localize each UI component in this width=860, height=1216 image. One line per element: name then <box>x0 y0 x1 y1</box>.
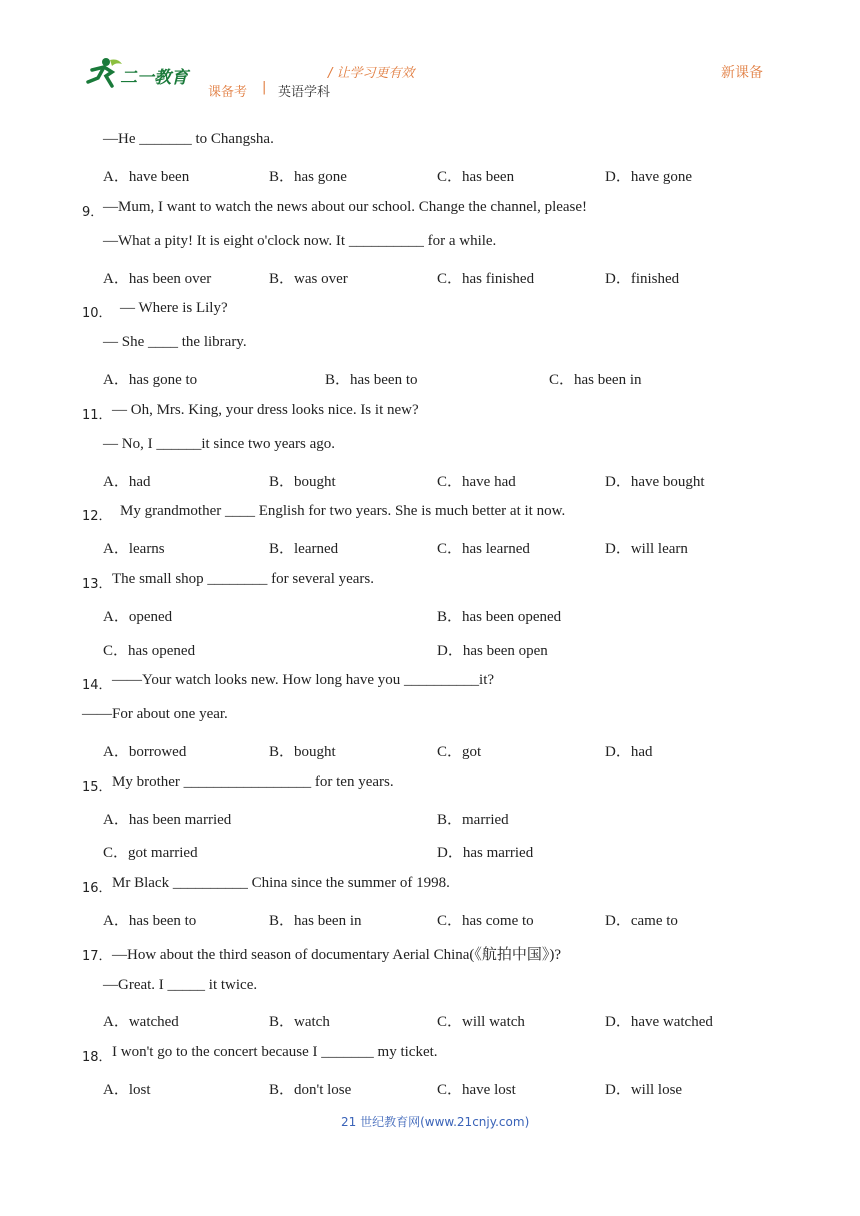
option-c[interactable]: C．have lost <box>437 1082 516 1098</box>
question-text: My brother _________________ for ten years. <box>112 774 394 790</box>
question-text: The small shop ________ for several years. <box>112 571 375 587</box>
option-c[interactable]: C．got <box>437 744 482 760</box>
option-c[interactable]: C．has opened <box>103 643 196 659</box>
question-number: 11． <box>82 408 112 423</box>
logo-runner-icon <box>84 56 124 90</box>
question-text: —How about the third season of documentary Aerial China(《航拍中国》)? <box>112 947 562 963</box>
option-b[interactable]: B．married <box>437 812 509 828</box>
option-a[interactable]: A．lost <box>103 1082 151 1098</box>
option-c[interactable]: C．has learned <box>437 541 530 557</box>
option-d[interactable]: D．will lose <box>605 1082 683 1098</box>
option-a[interactable]: A．has been over <box>103 271 212 287</box>
option-b[interactable]: B．don't lose <box>269 1082 352 1098</box>
option-d[interactable]: D．had <box>605 744 653 760</box>
question-number: 10． <box>82 306 112 321</box>
logo-text: 二一教育 <box>120 68 188 88</box>
question-text: — Oh, Mrs. King, your dress looks nice. Is it new? <box>112 402 419 418</box>
option-a[interactable]: A．has been married <box>103 812 232 828</box>
option-c[interactable]: C．got married <box>103 845 198 861</box>
option-d[interactable]: D．finished <box>605 271 680 287</box>
question-text: — Where is Lily? <box>120 300 228 316</box>
option-a[interactable]: A．opened <box>103 609 173 625</box>
option-c[interactable]: C．will watch <box>437 1014 525 1030</box>
question-number: 12． <box>82 509 112 524</box>
question-number: 17． <box>82 949 112 964</box>
option-c[interactable]: C．has been in <box>549 372 642 388</box>
option-d[interactable]: D．has married <box>437 845 534 861</box>
option-d[interactable]: D．came to <box>605 913 678 929</box>
question-text: Mr Black __________ China since the summer of 1998. <box>112 875 450 891</box>
option-b[interactable]: B．was over <box>269 271 348 287</box>
option-d[interactable]: D．has been open <box>437 643 548 659</box>
option-b[interactable]: B．has been to <box>325 372 418 388</box>
option-c[interactable]: C．has been <box>437 169 515 185</box>
option-c[interactable]: C．have had <box>437 474 516 490</box>
question-8-answer-line: —He _______ to Changsha. <box>103 131 274 147</box>
option-b[interactable]: B．bought <box>269 744 336 760</box>
option-b[interactable]: B．has been opened <box>437 609 562 625</box>
option-a[interactable]: A．watched <box>103 1014 179 1030</box>
question-number: 18． <box>82 1050 112 1065</box>
question-text: —Mum, I want to watch the news about our school. Change the channel, please! <box>103 199 588 215</box>
option-b[interactable]: B．bought <box>269 474 336 490</box>
question-text: ——Your watch looks new. How long have you __________it? <box>112 672 495 688</box>
option-b[interactable]: B．has gone <box>269 169 347 185</box>
option-a[interactable]: A．has gone to <box>103 372 198 388</box>
option-a[interactable]: A．learns <box>103 541 165 557</box>
option-d[interactable]: D．have bought <box>605 474 705 490</box>
question-number: 13． <box>82 577 112 592</box>
question-text-2: — No, I ______it since two years ago. <box>103 436 336 452</box>
option-a[interactable]: A．have been <box>103 169 190 185</box>
header-subject: 英语学科 <box>278 85 331 100</box>
question-number: 15． <box>82 780 112 795</box>
footer-text: 21 世纪教育网(www.21cnjy.com) <box>341 1115 530 1129</box>
question-number: 14． <box>82 678 112 693</box>
option-c[interactable]: C．has finished <box>437 271 535 287</box>
question-text-2: —Great. I _____ it twice. <box>103 977 258 993</box>
option-d[interactable]: D．will learn <box>605 541 688 557</box>
question-text-2: ——For about one year. <box>82 706 228 722</box>
header-separator: | <box>262 80 267 95</box>
slogan: / 让学习更有效 <box>328 66 415 81</box>
option-b[interactable]: B．learned <box>269 541 339 557</box>
option-a[interactable]: A．has been to <box>103 913 197 929</box>
option-c[interactable]: C．has come to <box>437 913 534 929</box>
question-text-2: —What a pity! It is eight o'clock now. It __________ for a while. <box>103 233 497 249</box>
question-number: 9． <box>82 205 104 220</box>
option-d[interactable]: D．have gone <box>605 169 693 185</box>
question-text: I won't go to the concert because I _______ my ticket. <box>112 1044 438 1060</box>
question-text-2: — She ____ the library. <box>103 334 247 350</box>
option-d[interactable]: D．have watched <box>605 1014 713 1030</box>
option-a[interactable]: A．had <box>103 474 151 490</box>
option-b[interactable]: B．has been in <box>269 913 362 929</box>
question-number: 16． <box>82 881 112 896</box>
question-text: My grandmother ____ English for two years. She is much better at it now. <box>120 503 566 519</box>
option-a[interactable]: A．borrowed <box>103 744 187 760</box>
option-b[interactable]: B．watch <box>269 1014 330 1030</box>
header-subtitle: 课备考 <box>208 85 248 100</box>
badge-new-course: 新课备 <box>721 65 763 81</box>
